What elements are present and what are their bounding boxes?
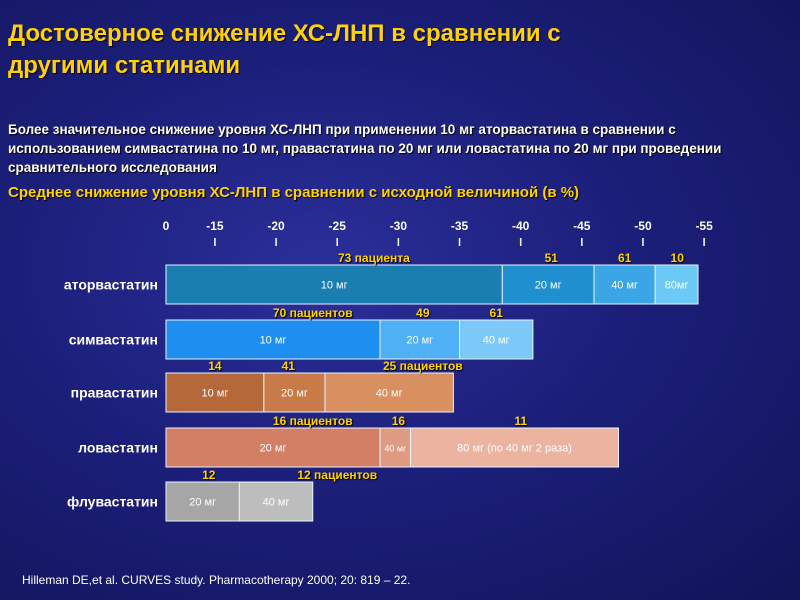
category-label: симвастатин bbox=[68, 331, 158, 348]
x-tick-label: -40 bbox=[511, 219, 530, 233]
category-label: правастатин bbox=[70, 384, 158, 401]
segment-label: 80мг bbox=[664, 279, 689, 292]
chart-heading: Среднее снижение уровня ХС-ЛНП в сравнении с исходной величиной (в %) bbox=[8, 184, 580, 201]
patient-count-label: 51 bbox=[544, 251, 558, 265]
patient-count-label: 61 bbox=[617, 251, 632, 265]
patient-count-label: 61 bbox=[489, 306, 503, 320]
x-tick-label: -20 bbox=[267, 219, 285, 233]
segment-label: 80 мг (по 40 мг 2 раза) bbox=[457, 442, 572, 455]
x-tick-label: -50 bbox=[634, 219, 652, 233]
segment-label: 40 мг bbox=[262, 496, 290, 509]
x-tick-label: -25 bbox=[328, 219, 346, 233]
segment-label: 40 мг bbox=[375, 387, 403, 400]
segment-label: 20 мг bbox=[189, 496, 217, 509]
patient-count-label: 16 пациентов bbox=[272, 414, 353, 428]
segment-label: 40 мг bbox=[611, 279, 639, 292]
patient-count-label: 41 bbox=[281, 359, 295, 373]
patient-count-label: 12 bbox=[202, 468, 216, 482]
segment-label: 10 мг bbox=[320, 279, 348, 292]
source-citation: Hilleman DE,et al. CURVES study. Pharmacotherapy 2000; 20: 819 – 22. bbox=[22, 573, 411, 587]
segment-label: 40 мг bbox=[482, 334, 510, 347]
patient-count-label: 16 bbox=[391, 414, 406, 428]
slide-subtitle: Более значительное снижение уровня ХС-ЛНП при применении 10 мг аторвастатина в сравнении с использованием симвастатина по 10 мг, правастатина по 20 мг или ловастатина по 20 мг при проведении сравнительного исследования bbox=[8, 122, 722, 175]
segment-label: 20 мг bbox=[406, 334, 434, 347]
patient-count-label: 73 пациента bbox=[337, 251, 410, 265]
patient-count-label: 11 bbox=[514, 414, 528, 428]
patient-count-label: 70 пациентов bbox=[272, 306, 353, 320]
patient-count-label: 12 пациентов bbox=[297, 468, 378, 482]
x-tick-label: -15 bbox=[206, 219, 224, 233]
x-tick-label: -55 bbox=[695, 219, 713, 233]
x-tick-label: 0 bbox=[162, 219, 170, 233]
segment-label: 10 мг bbox=[259, 334, 287, 347]
segment-label: 10 мг bbox=[201, 387, 229, 400]
x-tick-label: -35 bbox=[450, 219, 469, 233]
patient-count-label: 49 bbox=[416, 306, 430, 320]
segment-label: 20 мг bbox=[259, 442, 287, 455]
segment-label: 20 мг bbox=[534, 279, 562, 292]
category-label: ловастатин bbox=[78, 439, 158, 456]
category-label: аторвастатин bbox=[63, 276, 158, 293]
segment-label: 40 мг bbox=[384, 443, 407, 454]
patient-count-label: 10 bbox=[670, 251, 684, 265]
x-tick-label: -30 bbox=[389, 219, 408, 233]
segment-label: 20 мг bbox=[280, 387, 308, 400]
patient-count-label: 14 bbox=[208, 359, 222, 373]
patient-count-label: 25 пациентов bbox=[382, 359, 463, 373]
slide-title: Достоверное снижение ХС-ЛНП в сравнении с другими статинами bbox=[8, 20, 561, 79]
category-label: флувастатин bbox=[67, 493, 158, 510]
x-tick-label: -45 bbox=[573, 219, 591, 233]
